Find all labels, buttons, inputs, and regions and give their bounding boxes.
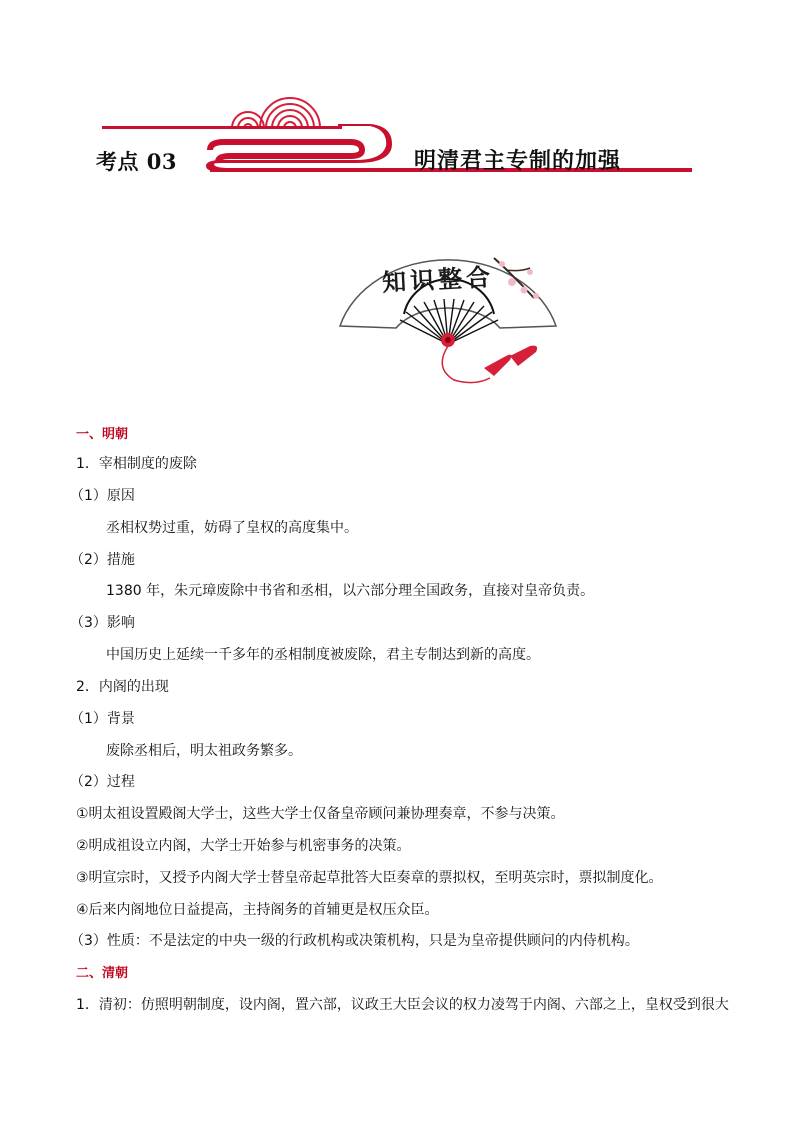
topic-label: 考点 03 xyxy=(96,149,178,174)
list-item: ④后来内阁地位日益提高，主持阁务的首辅更是权压众臣。 xyxy=(76,902,439,918)
list-item: ②明成祖设立内阁，大学士开始参与机密事务的决策。 xyxy=(76,838,411,854)
subheading-measure: （2）措施 xyxy=(70,552,135,568)
page-header xyxy=(0,0,794,200)
paragraph: 1．清初：仿照明朝制度，设内阁，置六部，议政王大臣会议的权力凌驾于内阁、六部之上，皇权受到很大 xyxy=(76,997,729,1013)
paragraph: 中国历史上延续一千多年的丞相制度被废除，君主专制达到新的高度。 xyxy=(106,647,540,663)
section-title-ming: 一、明朝 xyxy=(76,427,129,442)
subheading-reason: （1）原因 xyxy=(70,488,135,504)
heading-1: 1．宰相制度的废除 xyxy=(76,456,197,472)
heading-2: 2．内阁的出现 xyxy=(76,679,169,695)
subheading-impact: （3）影响 xyxy=(70,615,135,631)
list-item: ①明太祖设置殿阁大学士，这些大学士仅备皇帝顾问兼协理奏章，不参与决策。 xyxy=(76,806,565,822)
paragraph: 废除丞相后，明太祖政务繁多。 xyxy=(106,743,302,759)
paragraph: 1380 年，朱元璋废除中书省和丞相，以六部分理全国政务，直接对皇帝负责。 xyxy=(106,583,595,599)
folding-fan-icon xyxy=(334,228,564,398)
subheading-nature: （3）性质：不是法定的中央一级的行政机构或决策机构，只是为皇帝提供顾问的内侍机构。 xyxy=(70,933,639,949)
subheading-background: （1）背景 xyxy=(70,711,135,727)
subheading-process: （2）过程 xyxy=(70,774,135,790)
knowledge-badge xyxy=(334,228,564,398)
section-title-qing: 二、清朝 xyxy=(76,966,129,981)
list-item: ③明宣宗时，又授予内阁大学士替皇帝起草批答大臣奏章的票拟权，至明英宗时，票拟制度化。 xyxy=(76,870,663,886)
badge-text: 知识整合 xyxy=(381,262,495,297)
paragraph: 丞相权势过重，妨碍了皇权的高度集中。 xyxy=(106,520,358,536)
topic-title: 明清君主专制的加强 xyxy=(414,149,622,174)
